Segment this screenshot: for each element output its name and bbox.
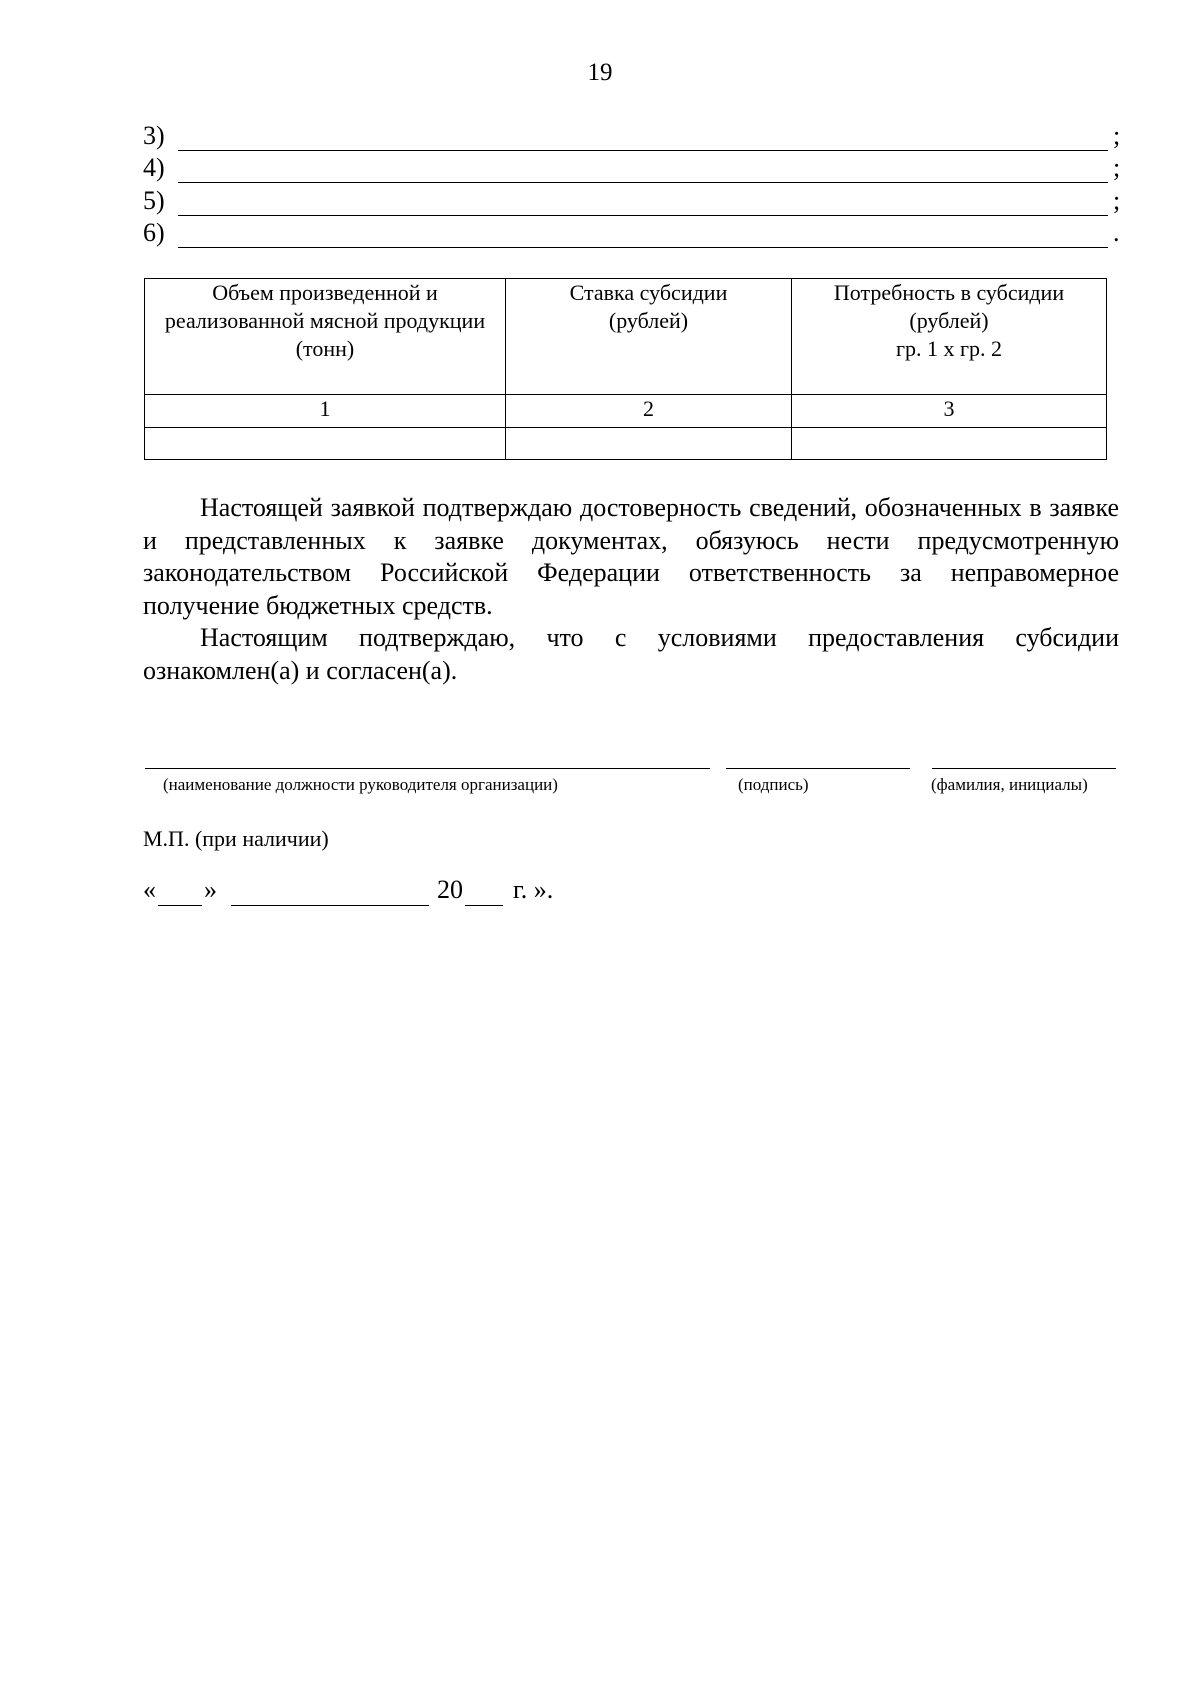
header-text: Объем произведенной и (212, 280, 438, 305)
list-item-punctuation: ; (1113, 153, 1121, 182)
table-column-number-row (145, 395, 1107, 428)
list-item-number: 3) (143, 120, 165, 150)
header-text: (рублей) (608, 308, 689, 333)
list-item-punctuation: . (1113, 218, 1120, 247)
header-text: гр. 1 х гр. 2 (895, 336, 1003, 361)
list-item-number: 6) (143, 218, 165, 247)
date-open-quote: « (143, 875, 156, 904)
column-number: 1 (145, 395, 506, 428)
paragraph: Настоящим подтверждаю, что с условиями предоставления субсидии ознакомлен(а) и согласен(а). (143, 623, 1119, 685)
subsidy-table (144, 278, 1107, 460)
list-item (143, 183, 1123, 216)
name-signature-line[interactable] (932, 768, 1116, 769)
fill-in-line[interactable] (178, 156, 1108, 183)
column-number: 3 (792, 395, 1107, 428)
position-caption: (наименование должности руководителя организации) (163, 775, 558, 794)
list-item-number: 4) (143, 153, 165, 182)
position-signature-line[interactable] (145, 768, 710, 769)
header-text: (рублей) (909, 308, 989, 333)
header-text: Потребность в субсидии (833, 280, 1065, 305)
list-item-number: 5) (143, 185, 165, 215)
header-text: Ставка субсидии (569, 280, 728, 305)
date-line (143, 874, 553, 906)
list-item (143, 151, 1123, 184)
signature-line[interactable] (726, 768, 910, 769)
header-text: (тонн) (295, 336, 355, 361)
name-caption: (фамилия, инициалы) (931, 775, 1088, 794)
table-cell-rate-value[interactable] (506, 428, 792, 460)
list-item (143, 118, 1123, 151)
list-item-punctuation: ; (1113, 120, 1121, 150)
table-cell-need-value[interactable] (792, 428, 1107, 460)
day-blank[interactable] (158, 879, 202, 906)
header-text: реализованной мясной продукции (164, 308, 486, 333)
fill-in-line[interactable] (178, 124, 1108, 151)
table-header-row (145, 279, 1107, 395)
header-cell-volume (145, 279, 506, 395)
stamp-label: М.П. (при наличии) (143, 826, 329, 851)
year-prefix: 20 (437, 875, 463, 904)
date-close-quote: » (204, 875, 217, 904)
declaration-text (143, 492, 1119, 687)
fill-in-line[interactable] (178, 221, 1108, 248)
header-cell-rate (506, 279, 792, 395)
column-number: 2 (506, 395, 792, 428)
header-cell-need (792, 279, 1107, 395)
table-row (145, 428, 1107, 460)
list-item-punctuation: ; (1113, 185, 1121, 215)
date-suffix: г. ». (513, 875, 554, 904)
table-cell-volume-value[interactable] (145, 428, 506, 460)
paragraph: Настоящей заявкой подтверждаю достоверность сведений, обозначенных в заявке и представленных к заявке документах, обязуюсь нести предусмотренную законодательством Российской Федерации ответственность за неправомерное получение бюджетных средств. (143, 493, 1119, 620)
fill-in-line[interactable] (178, 189, 1108, 216)
year-blank[interactable] (465, 879, 503, 906)
signature-caption: (подпись) (738, 775, 809, 794)
numbered-blank-list (143, 118, 1123, 248)
page-number: 19 (587, 59, 613, 86)
month-blank[interactable] (231, 879, 429, 906)
list-item (143, 216, 1123, 249)
